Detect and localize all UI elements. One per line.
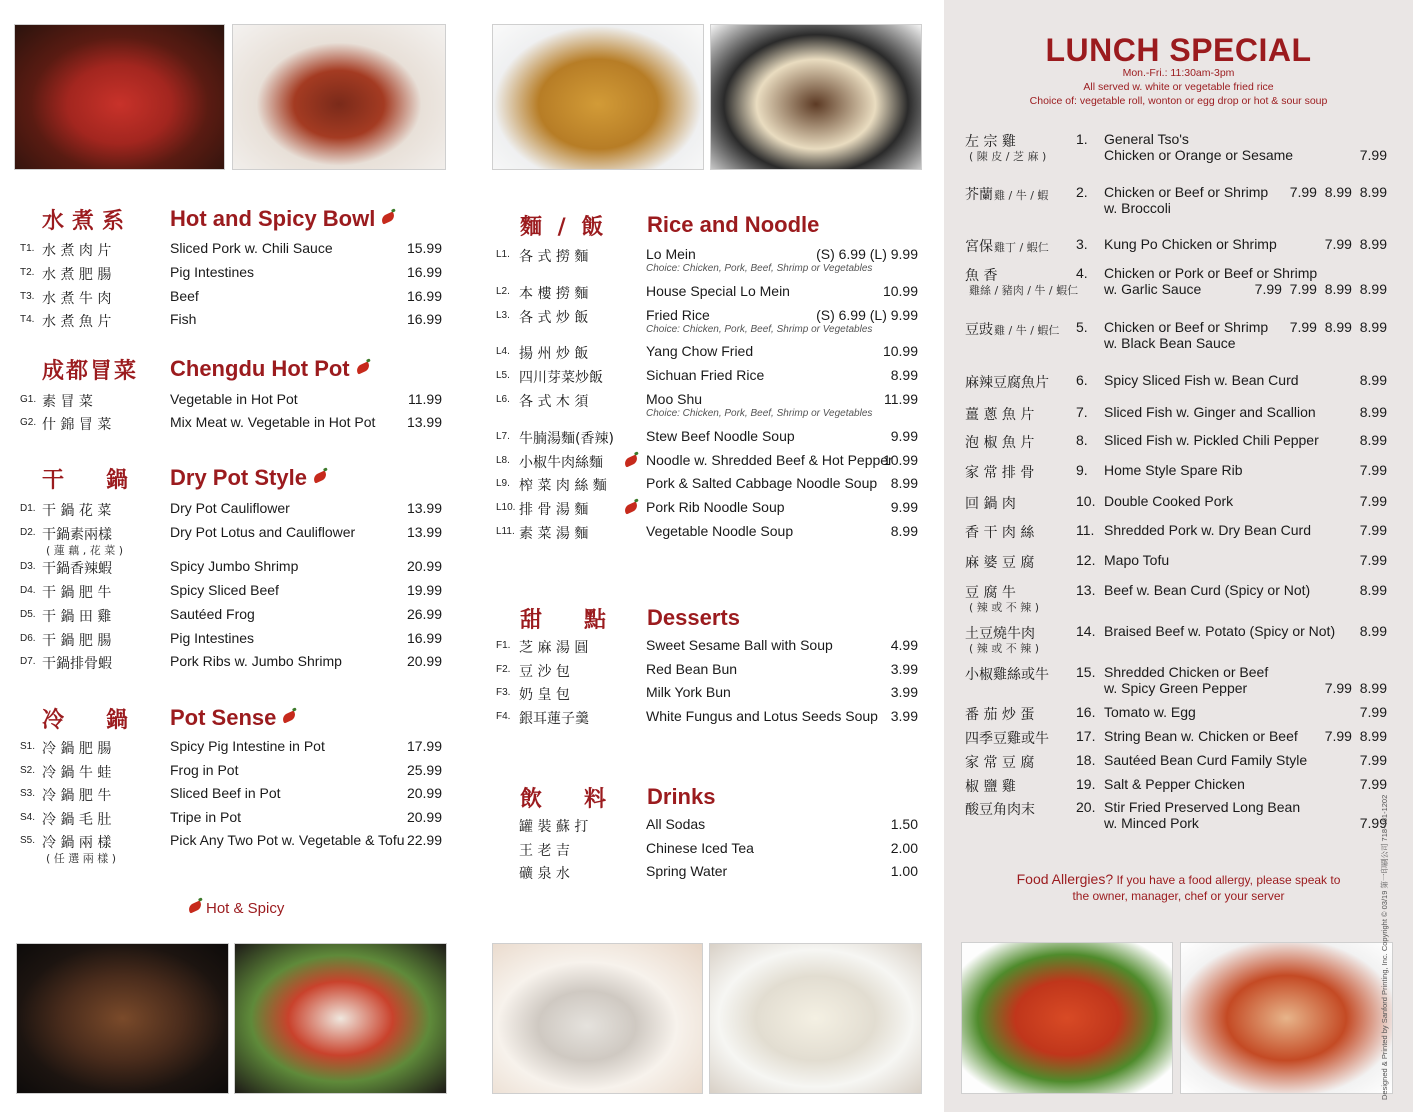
lunch-item-chinese-name: 魚 香 [965,268,998,284]
allergy-text-2: the owner, manager, chef or your server [1072,889,1285,903]
item-code: S4. [20,812,36,823]
item-chinese-name: 什 錦 冒 菜 [42,417,112,433]
item-code: L5. [496,370,510,381]
item-price: 16.99 [406,630,442,646]
lunch-item-name: Salt & Pepper Chicken [1104,776,1245,792]
item-price: 9.99 [890,499,918,515]
item-code: D4. [20,585,36,596]
item-price: 26.99 [406,606,442,622]
item-chinese-name: 四川芽菜炒飯 [519,370,603,386]
lunch-item-price: 7.99 8.99 8.99 [1289,319,1387,335]
item-name: Sweet Sesame Ball with Soup [646,637,833,653]
item-price: 20.99 [406,809,442,825]
lunch-item-price: 7.99 [1359,522,1387,538]
lunch-item-number: 6. [1076,372,1088,388]
lunch-item-name: Sautéed Bean Curd Family Style [1104,752,1308,768]
lunch-item-chinese-name: 回 鍋 肉 [965,496,1016,512]
item-name: Spicy Sliced Beef [170,582,279,598]
item-name: Sliced Beef in Pot [170,785,281,801]
item-chinese-note: ( 任 選 兩 樣 ) [46,852,117,865]
item-code: T3. [20,291,35,302]
lunch-item-number: 14. [1076,623,1096,639]
item-price: 8.99 [890,367,918,383]
lunch-item-price: 7.99 [1359,147,1387,163]
lunch-item-name: Kung Po Chicken or Shrimp [1104,236,1277,252]
printer-credit: Designed & Printed by Sanford Printing, Inc. Copyright © 03/19 第一印刷公司 718-461-1202 [1380,794,1389,1100]
item-code: S5. [20,835,36,846]
lunch-item-name: String Bean w. Chicken or Beef [1104,728,1298,744]
item-price: 17.99 [406,738,442,754]
item-code: T2. [20,267,35,278]
lunch-item-name: Chicken or Beef or Shrimp [1104,319,1269,335]
item-chinese-name: 干 鍋 肥 牛 [42,585,112,601]
lunch-item-chinese-name: 薑 蔥 魚 片 [965,407,1035,423]
item-name: Spicy Jumbo Shrimp [170,558,299,574]
lunch-item-chinese-name: 麻辣豆腐魚片 [965,375,1049,391]
item-name: Stew Beef Noodle Soup [646,428,795,444]
item-code: F3. [496,687,511,698]
item-name: Pig Intestines [170,630,255,646]
item-code: D1. [20,503,36,514]
item-code: L1. [496,249,510,260]
item-code: D3. [20,561,36,572]
item-name: All Sodas [646,816,706,832]
item-code: G1. [20,394,37,405]
lunch-item-name: Sliced Fish w. Ginger and Scallion [1104,404,1316,420]
chili-pepper-icon [380,212,396,225]
item-chinese-name: 水 煮 牛 肉 [42,291,112,307]
lunch-item-name: Sliced Fish w. Pickled Chili Pepper [1104,432,1319,448]
lunch-item-name-line2: w. Garlic Sauce [1104,281,1202,297]
lunch-item-name: Stir Fried Preserved Long Bean [1104,799,1301,815]
lunch-item-number: 1. [1076,131,1088,147]
item-name: Pork Ribs w. Jumbo Shrimp [170,653,342,669]
item-code: S2. [20,765,36,776]
lunch-item-chinese-note: ( 辣 或 不 辣 ) [969,601,1040,614]
photo-beef-noodle [710,24,922,170]
item-name: Pork & Salted Cabbage Noodle Soup [646,475,878,491]
item-name: Lo Mein [646,246,696,262]
item-name: Pork Rib Noodle Soup [646,499,785,515]
lunch-item-price: 7.99 [1359,776,1387,792]
lunch-item-chinese-note: 雞 / 牛 / 蝦仁 [994,324,1060,337]
lunch-item-chinese-name: 泡 椒 魚 片 [965,435,1035,451]
item-price: 3.99 [890,684,918,700]
item-code: L6. [496,394,510,405]
lunch-item-number: 7. [1076,404,1088,420]
lunch-item-price: 8.99 [1359,372,1387,388]
item-chinese-name: 芝 麻 湯 圓 [519,640,589,656]
item-price: 19.99 [406,582,442,598]
item-chinese-name: 冷 鍋 毛 肚 [42,812,112,828]
item-chinese-name: 揚 州 炒 飯 [519,346,589,362]
lunch-item-name-line2: w. Black Bean Sauce [1104,335,1236,351]
lunch-item-number: 12. [1076,552,1096,568]
item-chinese-name: 榨 菜 肉 絲 麵 [519,478,607,494]
lunch-item-price: 7.99 [1359,552,1387,568]
photo-lo-mein [492,24,704,170]
item-chinese-name: 干鍋素兩樣 [42,527,112,543]
lunch-item-name: Shredded Chicken or Beef [1104,664,1269,680]
lunch-item-price: 7.99 8.99 [1324,728,1387,744]
item-name: Vegetable Noodle Soup [646,523,794,539]
item-code: F2. [496,664,511,675]
lunch-item-chinese-note: 雞絲 / 豬肉 / 牛 / 蝦仁 [969,284,1079,297]
item-chinese-name: 王 老 吉 [519,843,570,859]
chili-pepper-icon [312,471,328,484]
item-name: Sliced Pork w. Chili Sauce [170,240,333,256]
lunch-item-chinese-name: 左 宗 雞 [965,134,1016,150]
lunch-item-price: 7.99 [1359,815,1387,831]
lunch-item-chinese-note: ( 陳 皮 / 芝 麻 ) [969,150,1047,163]
section-cn-title: 甜 點 [520,607,617,633]
lunch-item-chinese-name: 四季豆雞或牛 [965,731,1049,747]
item-price: 2.00 [890,840,918,856]
item-choice-note: Choice: Chicken, Pork, Beef, Shrimp or Vegetables [646,324,873,335]
item-price: 10.99 [882,452,918,468]
item-code: D7. [20,656,36,667]
item-price: 15.99 [406,240,442,256]
lunch-item-name: Home Style Spare Rib [1104,462,1243,478]
lunch-special-panel [944,0,1413,1112]
lunch-item-price: 7.99 8.99 8.99 [1289,184,1387,200]
item-chinese-name: 干 鍋 田 雞 [42,609,112,625]
lunch-item-name: Tomato w. Egg [1104,704,1196,720]
section-cn-title: 麵 / 飯 [520,214,608,240]
lunch-item-chinese-name: 土豆燒牛肉 [965,626,1035,642]
item-price: 8.99 [890,523,918,539]
lunch-item-name: Double Cooked Pork [1104,493,1234,509]
item-price: 13.99 [406,414,442,430]
lunch-item-price: 8.99 [1359,582,1387,598]
lunch-item-name: Braised Beef w. Potato (Spicy or Not) [1104,623,1336,639]
menu-column-left [0,0,466,1112]
lunch-item-name-line2: w. Spicy Green Pepper [1104,680,1248,696]
allergy-lead: Food Allergies? [1016,871,1114,887]
item-chinese-name: 礦 泉 水 [519,866,570,882]
chili-pepper-icon [281,711,297,724]
item-price: 4.99 [890,637,918,653]
lunch-special-title: LUNCH SPECIAL [1045,32,1312,68]
item-name: Chinese Iced Tea [646,840,754,856]
section-en-title: Rice and Noodle [647,212,820,237]
item-price: (S) 6.99 (L) 9.99 [816,307,918,323]
item-chinese-name: 罐 裝 蘇 打 [519,819,589,835]
photo-white-fungus-soup [709,943,922,1094]
section-header-dry-pot [42,464,452,492]
item-price: 16.99 [406,264,442,280]
item-code: F1. [496,640,511,651]
item-price: 1.00 [890,863,918,879]
chili-pepper-icon [355,362,371,375]
lunch-item-chinese-name: 椒 鹽 雞 [965,779,1016,795]
item-choice-note: Choice: Chicken, Pork, Beef, Shrimp or Vegetables [646,408,873,419]
lunch-item-name: Mapo Tofu [1104,552,1170,568]
item-price: 22.99 [406,832,442,848]
item-chinese-name: 水 煮 肉 片 [42,243,112,259]
item-chinese-name: 奶 皇 包 [519,687,570,703]
lunch-item-name: Shredded Pork w. Dry Bean Curd [1104,522,1311,538]
lunch-item-price: 7.99 8.99 [1324,236,1387,252]
section-cn-title: 冷 鍋 [42,707,139,733]
lunch-choice-note: Choice of: vegetable roll, wonton or egg drop or hot & sour soup [1029,95,1328,107]
food-allergy-notice [944,871,1413,904]
lunch-item-chinese-name: 麻 婆 豆 腐 [965,555,1035,571]
photo-dry-pot [16,943,229,1094]
item-price: 3.99 [890,661,918,677]
item-chinese-name: 各 式 撈 麵 [519,249,589,265]
section-en-title: Drinks [647,784,716,809]
item-code: D6. [20,633,36,644]
lunch-item-chinese-name: 小椒雞絲或牛 [965,667,1049,683]
item-name: Spicy Pig Intestine in Pot [170,738,325,754]
item-name: Dry Pot Cauliflower [170,500,290,516]
item-code: F4. [496,711,511,722]
item-price: 13.99 [406,524,442,540]
item-chinese-name: 干鍋排骨蝦 [42,656,112,672]
item-code: S1. [20,741,36,752]
item-chinese-name: 冷 鍋 牛 蛙 [42,765,112,781]
lunch-item-name-line2: Chicken or Orange or Sesame [1104,147,1294,163]
section-cn-title: 飲 料 [520,786,617,812]
lunch-item-name: General Tso's [1104,131,1189,147]
item-chinese-name: 冷 鍋 肥 牛 [42,788,112,804]
lunch-item-number: 5. [1076,319,1088,335]
item-name: Yang Chow Fried [646,343,754,359]
item-name: Red Bean Bun [646,661,738,677]
item-chinese-name: 各 式 木 須 [519,394,589,410]
lunch-item-price: 8.99 [1359,432,1387,448]
item-price: 9.99 [890,428,918,444]
item-chinese-note: ( 蓮 藕 , 花 菜 ) [46,544,124,557]
item-price: 10.99 [882,343,918,359]
lunch-item-price: 7.99 7.99 8.99 8.99 [1254,281,1387,297]
lunch-item-number: 20. [1076,799,1096,815]
section-header-chengdu-hot-pot [42,355,452,383]
lunch-item-chinese-name: 家 常 排 骨 [965,465,1035,481]
lunch-item-price: 7.99 [1359,493,1387,509]
lunch-item-name: Chicken or Pork or Beef or Shrimp [1104,265,1318,281]
item-name: Dry Pot Lotus and Cauliflower [170,524,356,540]
lunch-item-price: 7.99 [1359,462,1387,478]
item-price: 11.99 [408,391,442,407]
item-price: 16.99 [406,288,442,304]
section-header-rice-noodle [520,211,930,239]
lunch-item-number: 19. [1076,776,1096,792]
lunch-item-number: 11. [1076,522,1095,538]
lunch-item-chinese-name: 酸豆角肉末 [965,802,1035,818]
item-code: D2. [20,527,36,538]
lunch-item-number: 18. [1076,752,1096,768]
lunch-item-number: 10. [1076,493,1096,509]
item-chinese-name: 排 骨 湯 麵 [519,502,589,518]
item-price: 3.99 [890,708,918,724]
lunch-item-chinese-name: 番 茄 炒 蛋 [965,707,1035,723]
item-chinese-name: 水 煮 肥 腸 [42,267,112,283]
item-name: Pick Any Two Pot w. Vegetable & Tofu [170,832,405,848]
item-code: L10. [496,502,516,513]
section-header-hot-spicy-bowl [42,205,452,233]
lunch-item-number: 15. [1076,664,1096,680]
section-header-drinks [520,783,930,811]
item-chinese-name: 冷 鍋 兩 樣 [42,835,112,851]
item-price: 8.99 [890,475,918,491]
section-en-title: Chengdu Hot Pot [170,356,370,382]
lunch-item-number: 17. [1076,728,1096,744]
photo-sesame-ball [492,943,703,1094]
item-code: L11. [496,526,515,537]
lunch-item-chinese-name: 家 常 豆 腐 [965,755,1035,771]
item-price: 13.99 [406,500,442,516]
item-chinese-name: 各 式 炒 飯 [519,310,589,326]
lunch-item-number: 9. [1076,462,1088,478]
item-choice-note: Choice: Chicken, Pork, Beef, Shrimp or Vegetables [646,263,873,274]
item-price: 20.99 [406,785,442,801]
lunch-item-chinese-note: 雞丁 / 蝦仁 [994,241,1049,254]
item-code: L8. [496,455,510,466]
item-chinese-name: 水 煮 魚 片 [42,314,112,330]
lunch-item-price: 7.99 [1359,752,1387,768]
section-cn-title: 成都冒菜 [42,358,139,384]
item-name: White Fungus and Lotus Seeds Soup [646,708,878,724]
item-name: Moo Shu [646,391,703,407]
item-code: G2. [20,417,37,428]
lunch-item-number: 4. [1076,265,1088,281]
hot-spicy-legend: Hot & Spicy [188,900,284,917]
lunch-hours: Mon.-Fri.: 11:30am-3pm [1122,67,1235,79]
item-code: L7. [496,431,510,442]
item-chinese-name: 素 菜 湯 麵 [519,526,589,542]
lunch-item-name-line2: w. Minced Pork [1104,815,1199,831]
section-cn-title: 干 鍋 [42,467,139,493]
item-chinese-name: 豆 沙 包 [519,664,570,680]
item-name: Frog in Pot [170,762,239,778]
item-chinese-name: 牛腩湯麵(香辣) [519,431,614,447]
section-en-title: Desserts [647,605,740,630]
item-code: L2. [496,286,510,297]
item-name: Beef [170,288,199,304]
item-chinese-name: 銀耳蓮子羹 [519,711,589,727]
lunch-item-price: 8.99 [1359,623,1387,639]
item-name: Fried Rice [646,307,710,323]
item-code: L9. [496,478,510,489]
item-name: Vegetable in Hot Pot [170,391,298,407]
item-chinese-name: 素 冒 菜 [42,394,93,410]
section-en-title: Dry Pot Style [170,465,327,491]
photo-hot-spicy-bowl [14,24,225,170]
item-name: Pig Intestines [170,264,255,280]
lunch-item-number: 16. [1076,704,1096,720]
photo-orange-chicken [961,942,1173,1094]
item-price: 16.99 [406,311,442,327]
item-code: L3. [496,310,510,321]
item-name: Sichuan Fried Rice [646,367,765,383]
lunch-item-price: 8.99 [1359,404,1387,420]
item-chinese-name: 干 鍋 肥 腸 [42,633,112,649]
lunch-item-chinese-name: 豆豉 [965,322,993,338]
lunch-item-number: 2. [1076,184,1088,200]
item-code: D5. [20,609,36,620]
section-header-desserts [520,604,930,632]
photo-fish-bowl [234,943,447,1094]
item-price: 20.99 [406,653,442,669]
allergy-text-1: If you have a food allergy, please speak to [1116,873,1341,887]
item-price: (S) 6.99 (L) 9.99 [816,246,918,262]
lunch-item-chinese-name: 豆 腐 牛 [965,585,1016,601]
lunch-item-chinese-note: 雞 / 牛 / 蝦 [994,189,1049,202]
chili-pepper-icon [187,900,203,913]
item-chinese-name: 冷 鍋 肥 腸 [42,741,112,757]
item-name: Sautéed Frog [170,606,255,622]
item-price: 11.99 [884,391,918,407]
section-en-title: Pot Sense [170,705,296,731]
section-en-title: Hot and Spicy Bowl [170,206,395,232]
item-name: Mix Meat w. Vegetable in Hot Pot [170,414,376,430]
lunch-item-chinese-note: ( 辣 或 不 辣 ) [969,642,1040,655]
item-name: Noodle w. Shredded Beef & Hot Pepper [646,452,893,468]
item-chinese-name: 本 樓 撈 麵 [519,286,589,302]
lunch-item-name-line2: w. Broccoli [1104,200,1171,216]
photo-spicy-soup [232,24,446,170]
item-name: Spring Water [646,863,728,879]
item-code: S3. [20,788,36,799]
photo-mapo-tofu [1180,942,1393,1094]
item-price: 25.99 [406,762,442,778]
lunch-item-price: 7.99 [1359,704,1387,720]
item-chinese-name: 干 鍋 花 菜 [42,503,112,519]
section-cn-title: 水煮系 [42,208,133,234]
lunch-item-name: Spicy Sliced Fish w. Bean Curd [1104,372,1299,388]
item-price: 10.99 [882,283,918,299]
item-name: Fish [170,311,197,327]
item-name: House Special Lo Mein [646,283,790,299]
item-code: T4. [20,314,35,325]
item-name: Tripe in Pot [170,809,242,825]
item-name: Milk York Bun [646,684,731,700]
item-chinese-name: 干鍋香辣蝦 [42,561,112,577]
lunch-item-number: 3. [1076,236,1088,252]
menu-column-middle [466,0,944,1112]
lunch-item-number: 8. [1076,432,1088,448]
lunch-item-chinese-name: 香 干 肉 絲 [965,525,1035,541]
lunch-served-note: All served w. white or vegetable fried rice [1083,81,1274,93]
section-header-pot-sense [42,704,452,732]
lunch-item-name: Chicken or Beef or Shrimp [1104,184,1269,200]
lunch-item-price: 7.99 8.99 [1324,680,1387,696]
item-price: 20.99 [406,558,442,574]
item-price: 1.50 [890,816,918,832]
item-code: L4. [496,346,510,357]
lunch-item-chinese-name: 芥蘭 [965,187,993,203]
lunch-item-number: 13. [1076,582,1096,598]
item-code: T1. [20,243,35,254]
item-chinese-name: 小椒牛肉絲麵 [519,455,603,471]
lunch-item-name: Beef w. Bean Curd (Spicy or Not) [1104,582,1311,598]
lunch-item-chinese-name: 宮保 [965,239,993,255]
